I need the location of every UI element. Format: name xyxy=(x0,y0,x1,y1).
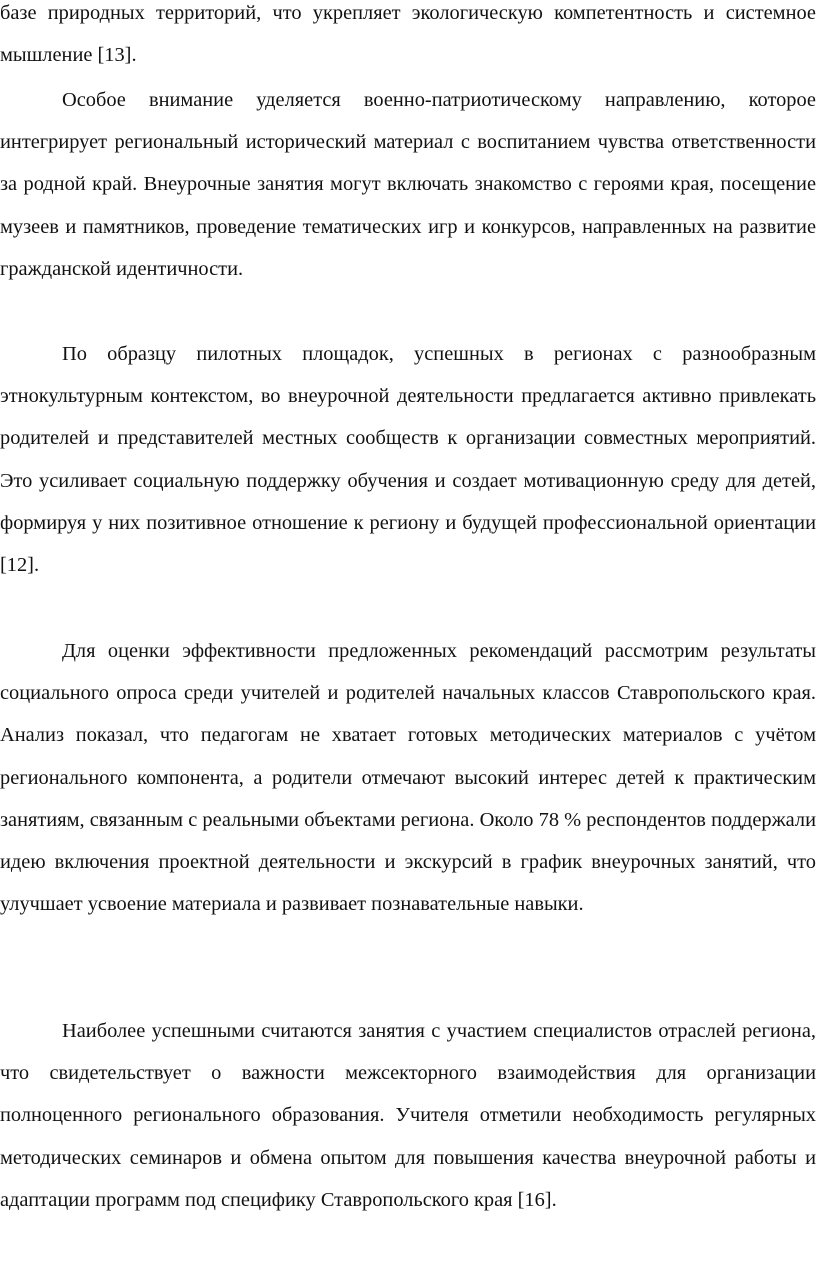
paragraph-survey-results: Для оценки эффективности предложенных рекомендаций рассмотрим результаты социального опроса среди учителей и родителей начальных классов Ставропольского края. Анализ показал, что педагогам не хватает готовых методических материалов с учётом регионального компонента, а родители отмечают высокий интерес детей к практическим занятиям, связанным с реальными объектами региона. Около 78 % респондентов поддержали идею включения проектной деятельности и экскурсий в график внеурочных занятий, что улучшает усвоение материала и развивает познавательные навыки. xyxy=(0,640,816,916)
paragraph-specialists: Наиболее успешными считаются занятия с участием специалистов отраслей региона, что свидетельствует о важности межсекторного взаимодействия для организации полноценного регионального образования. Учителя отметили необходимость регулярных методических семинаров и обмена опытом для повышения качества внеурочной работы и адаптации программ под специфику Ставропольского края [16]. xyxy=(0,1020,816,1211)
paragraph-military-patriotic: Особое внимание уделяется военно-патриотическому направлению, которое интегрирует региональный исторический материал с воспитанием чувства ответственности за родной край. Внеурочные занятия могут включать знакомство с героями края, посещение музеев и памятников, проведение тематических игр и конкурсов, направленных на развитие гражданской идентичности. xyxy=(0,89,816,280)
paragraph-pilot-sites: По образцу пилотных площадок, успешных в регионах с разнообразным этнокультурным контекстом, во внеурочной деятельности предлагается активно привлекать родителей и представителей местных сообществ к организации совместных мероприятий. Это усиливает социальную поддержку обучения и создает мотивационную среду для детей, формируя у них позитивное отношение к региону и будущей профессиональной ориентации [12]. xyxy=(0,343,816,577)
paragraph-continuation: базе природных территорий, что укрепляет экологическую компетентность и системное мышление [13]. xyxy=(0,2,816,67)
